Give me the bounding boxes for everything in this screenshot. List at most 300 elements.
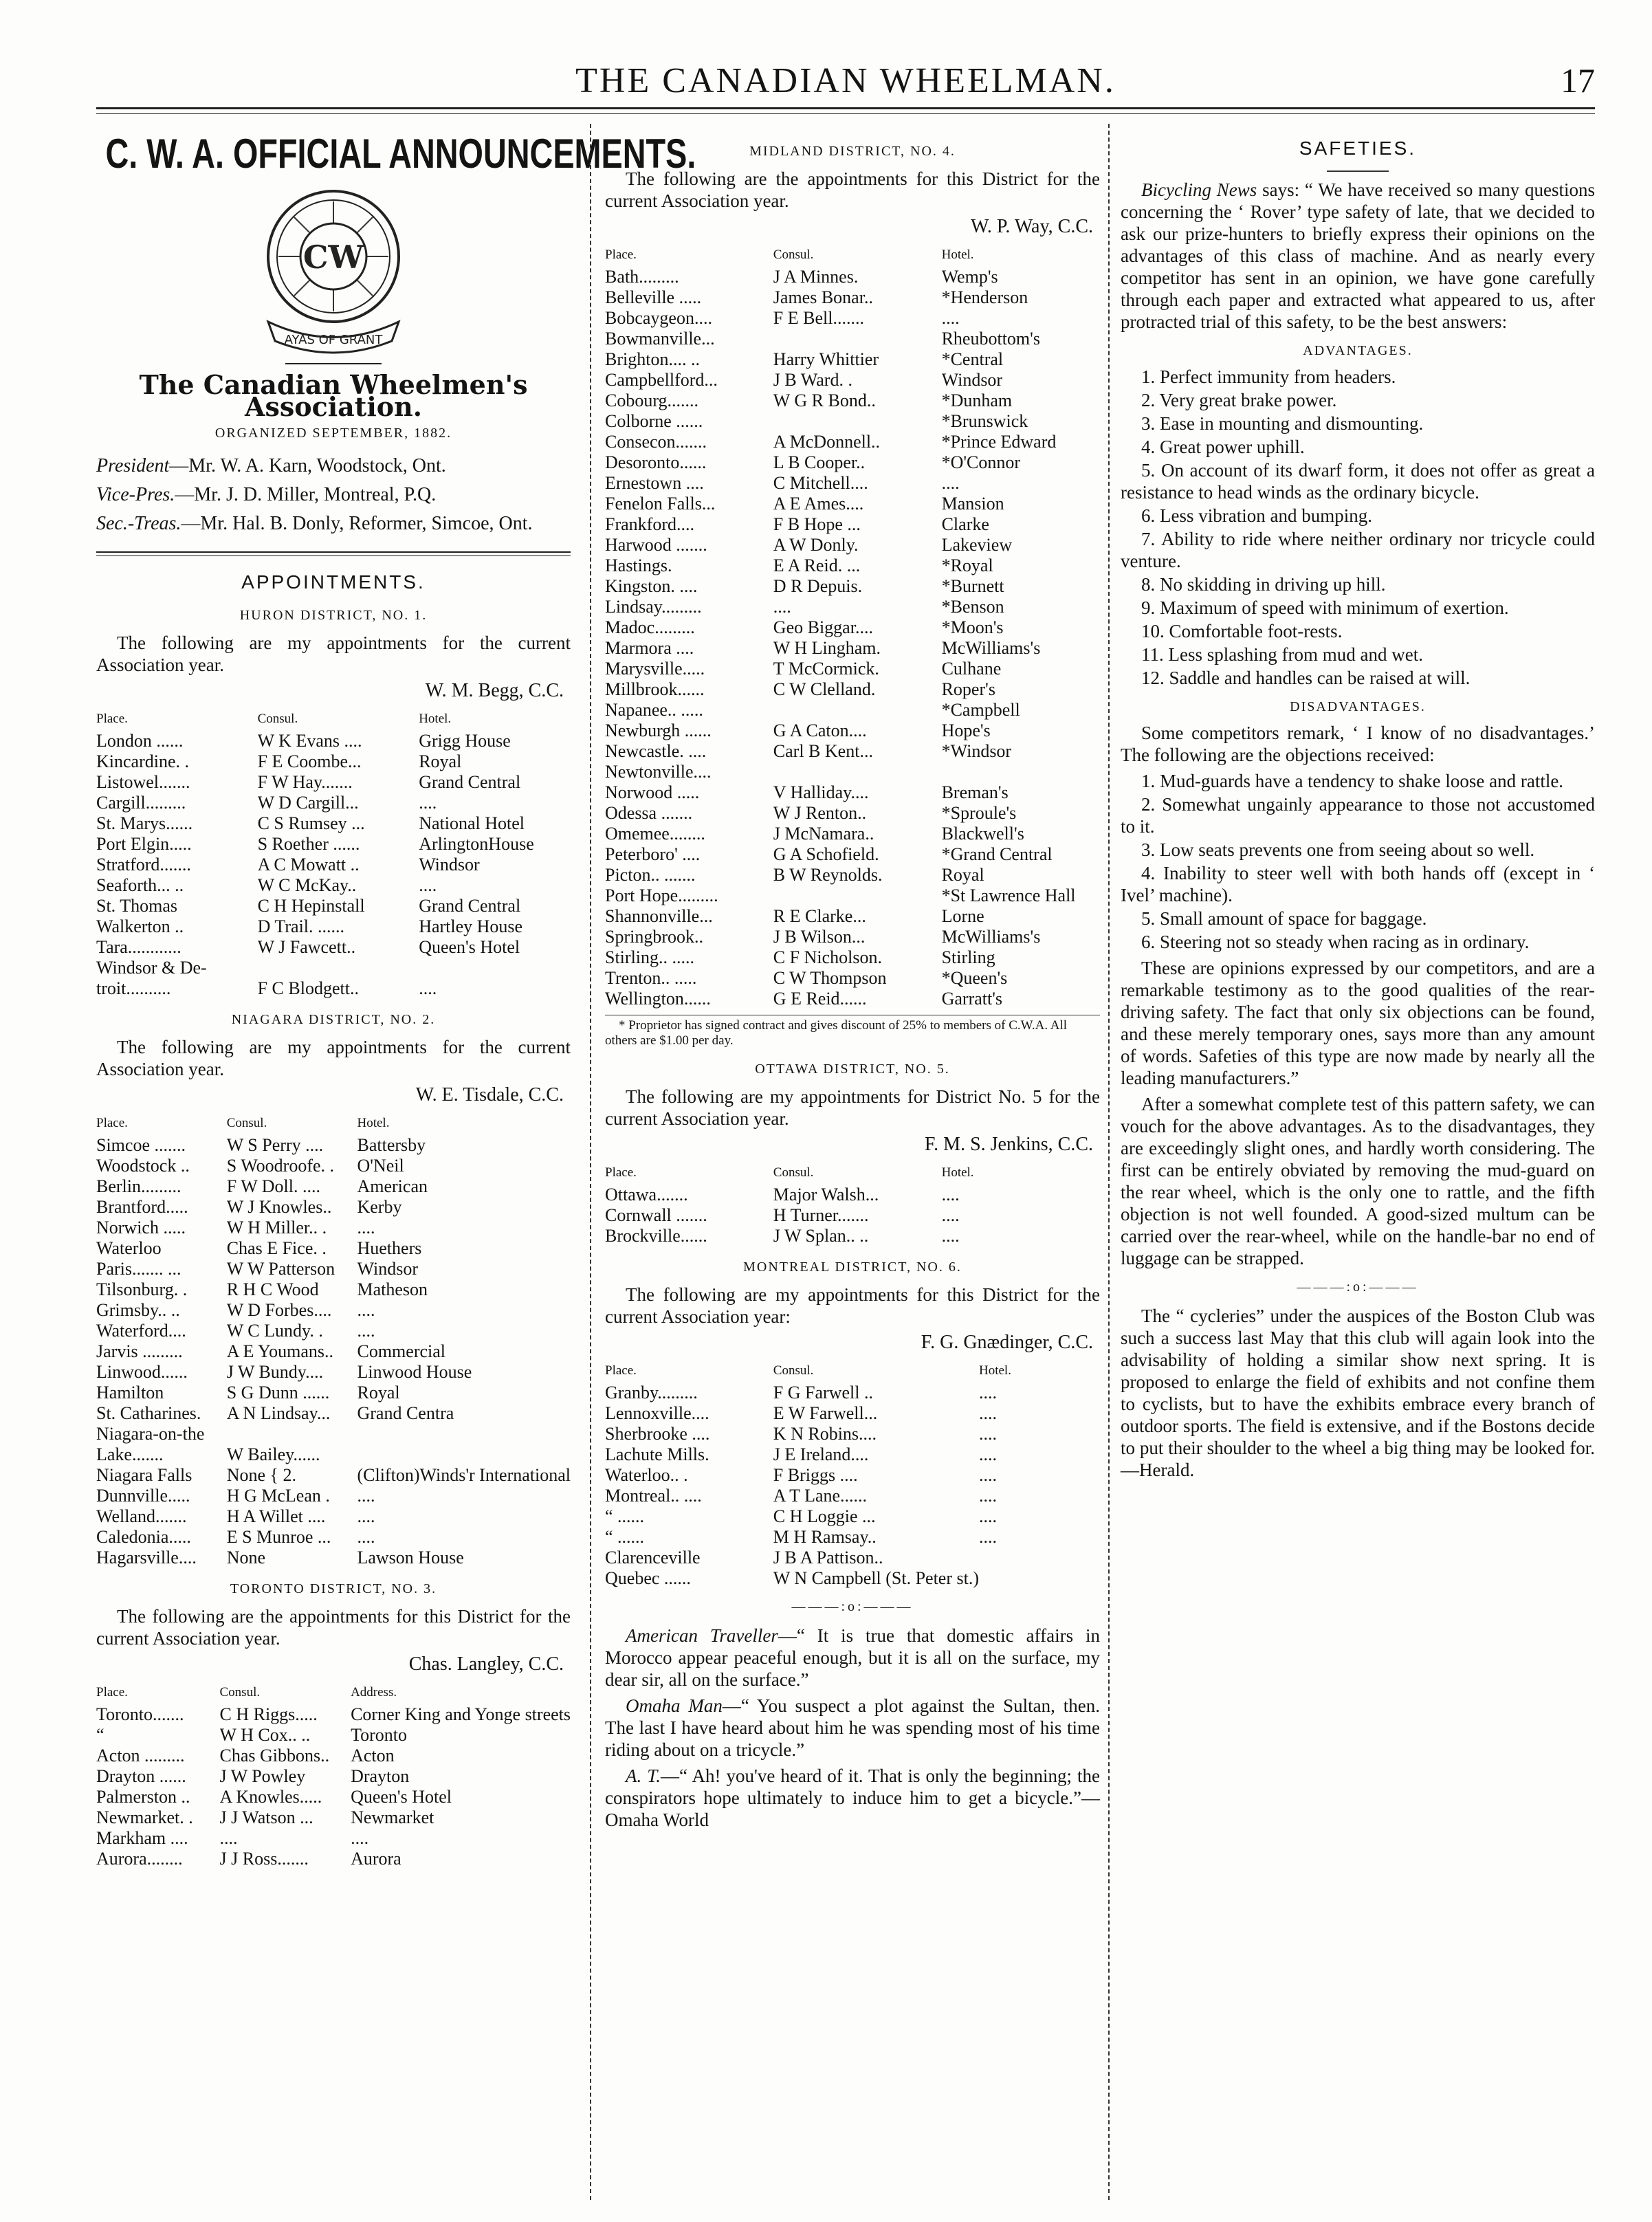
table-cell: Royal bbox=[941, 865, 984, 885]
table-cell: Brantford..... bbox=[96, 1197, 188, 1217]
table-row bbox=[605, 679, 1100, 700]
ornament-divider: ———:o:——— bbox=[1297, 1279, 1419, 1295]
table-cell: B W Reynolds. bbox=[773, 865, 883, 885]
speech: —“ You suspect a plot against the Sultan, then. The last I have heard about him he was spending most of his time riding about on a tricycle.” bbox=[605, 1695, 1100, 1760]
table-row bbox=[96, 875, 571, 896]
table-row bbox=[605, 1403, 1100, 1424]
advantage-item: 6. Less vibration and bumping. bbox=[1141, 505, 1372, 526]
advantage-item: 1. Perfect immunity from headers. bbox=[1141, 366, 1396, 387]
table-cell: Niagara Falls bbox=[96, 1465, 192, 1485]
table-cell: St. Catharines. bbox=[96, 1403, 201, 1423]
district-title: MONTREAL DISTRICT, NO. 6. bbox=[743, 1260, 962, 1275]
appointments-table bbox=[605, 1163, 1100, 1246]
table-cell: Grand Central bbox=[419, 896, 521, 916]
short-rule bbox=[1327, 170, 1389, 172]
toronto-district bbox=[96, 1578, 571, 1869]
table-cell: Lake....... bbox=[96, 1444, 164, 1464]
speaker: A. T. bbox=[626, 1766, 661, 1786]
table-cell: Queen's Hotel bbox=[419, 937, 520, 957]
advantage-item: 4. Great power uphill. bbox=[1141, 437, 1305, 457]
table-cell: Jarvis ......... bbox=[96, 1341, 183, 1361]
disadvantages-heading: DISADVANTAGES. bbox=[1290, 699, 1426, 714]
table-cell: *O'Connor bbox=[941, 452, 1021, 472]
table-cell: Millbrook...... bbox=[605, 679, 705, 699]
table-cell: London ...... bbox=[96, 731, 184, 751]
column-header: Place. bbox=[96, 1685, 128, 1700]
table-cell: J W Bundy.... bbox=[226, 1362, 324, 1382]
table-row bbox=[605, 514, 1100, 535]
appointments-table bbox=[96, 1113, 571, 1568]
table-cell: Lawson House bbox=[357, 1548, 464, 1568]
table-cell: Odessa ....... bbox=[605, 803, 693, 823]
table-cell: Kerby bbox=[357, 1197, 402, 1217]
table-cell: Hamilton bbox=[96, 1383, 164, 1402]
table-row bbox=[96, 1486, 571, 1506]
table-cell: .... bbox=[357, 1486, 375, 1506]
appointments-heading: APPOINTMENTS. bbox=[241, 571, 426, 593]
table-cell: Colborne ...... bbox=[605, 411, 703, 431]
table-cell: Carl B Kent... bbox=[773, 741, 873, 761]
chief-consul: W. M. Begg, C.C. bbox=[425, 680, 564, 701]
table-cell: V Halliday.... bbox=[773, 782, 869, 802]
table-cell bbox=[773, 700, 942, 720]
appointments-table bbox=[605, 1361, 1100, 1589]
table-cell: Breman's bbox=[941, 782, 1009, 802]
table-cell: Woodstock .. bbox=[96, 1156, 190, 1176]
column-header: Consul. bbox=[773, 1363, 814, 1378]
table-cell: J W Splan.. .. bbox=[773, 1226, 869, 1246]
anecdote-text bbox=[605, 1625, 1100, 1831]
table-cell: Lakeview bbox=[941, 535, 1013, 555]
column-header: Place. bbox=[96, 1116, 128, 1130]
table-cell: Hagarsville.... bbox=[96, 1548, 197, 1568]
table-row bbox=[605, 576, 1100, 597]
speech: —“ It is true that domestic affairs in Morocco appear peaceful enough, but it is all on the surface, my dear sir, all on the surface.” bbox=[605, 1625, 1100, 1690]
table-cell: None bbox=[226, 1548, 266, 1568]
advantages-list bbox=[1121, 366, 1595, 689]
table-cell: Clarke bbox=[941, 514, 989, 534]
table-cell bbox=[773, 329, 942, 349]
district-title: TORONTO DISTRICT, NO. 3. bbox=[230, 1581, 437, 1596]
table-cell: Ernestown .... bbox=[605, 473, 704, 493]
table-cell: .... bbox=[941, 308, 960, 328]
table-cell: Newburgh ...... bbox=[605, 720, 712, 740]
table-row bbox=[96, 1766, 571, 1787]
table-row bbox=[605, 1205, 1100, 1226]
table-cell: Tara............ bbox=[96, 937, 181, 957]
table-cell: *Central bbox=[941, 349, 1004, 369]
table-cell: Aurora bbox=[351, 1849, 401, 1869]
table-row bbox=[605, 968, 1100, 989]
table-cell: troit.......... bbox=[96, 978, 171, 998]
table-row bbox=[605, 535, 1100, 556]
table-row bbox=[96, 1725, 571, 1746]
editor-comment: After a somewhat complete test of this pattern safety, we can vouch for the above advantages. As to the disadvantages, they are exceedingly slight ones, and hardly worth considering. The first can be entirely obviated by removing the mud-guard on the rear wheel, which is the only one to rattle, and the fifth objection is not well founded. A good-sized multum can be carried over the rear-wheel, while on the handle-bar no end of luggage can be strapped. bbox=[1121, 1094, 1595, 1268]
district-intro: The following are my appointments for the current Association year. bbox=[96, 1037, 571, 1079]
table-cell: A McDonnell.. bbox=[773, 432, 881, 452]
table-row bbox=[605, 473, 1100, 494]
disadvantages-intro: Some competitors remark, ‘ I know of no disadvantages.’ The following are the objections received: bbox=[1121, 723, 1595, 765]
disadvantages-list bbox=[1121, 770, 1595, 953]
table-cell: A N Lindsay... bbox=[226, 1403, 331, 1423]
table-cell: E A Reid. ... bbox=[773, 556, 861, 575]
table-row bbox=[605, 741, 1100, 762]
table-cell: H A Willet .... bbox=[226, 1506, 326, 1526]
table-cell: Matheson bbox=[357, 1279, 428, 1299]
table-cell: Cornwall ....... bbox=[605, 1205, 707, 1225]
table-cell bbox=[227, 1424, 357, 1444]
table-cell: J B Ward. . bbox=[773, 370, 852, 390]
chief-consul: F. M. S. Jenkins, C.C. bbox=[924, 1134, 1093, 1155]
advantage-item: 8. No skidding in driving up hill. bbox=[1141, 574, 1386, 595]
table-cell: Stirling bbox=[941, 947, 995, 967]
ornament-divider: ———:o:——— bbox=[791, 1599, 914, 1614]
table-cell: Garratt's bbox=[941, 989, 1003, 1009]
table-cell: Stratford....... bbox=[96, 855, 191, 874]
table-cell: W H Lingham. bbox=[773, 638, 881, 658]
table-cell: E S Munroe ... bbox=[226, 1527, 331, 1547]
table-cell: Montreal.. .... bbox=[605, 1486, 702, 1506]
advantages-heading: ADVANTAGES. bbox=[1303, 343, 1413, 358]
table-cell: .... bbox=[979, 1383, 997, 1402]
table-row bbox=[605, 700, 1100, 720]
table-row bbox=[605, 1444, 1100, 1465]
table-cell: Royal bbox=[419, 751, 462, 771]
anecdote-paragraph bbox=[605, 1625, 1100, 1691]
table-cell: F E Coombe... bbox=[257, 751, 362, 771]
column-header: Address. bbox=[351, 1685, 397, 1700]
table-cell: Kingston. .... bbox=[605, 576, 698, 596]
table-cell: S G Dunn ...... bbox=[226, 1383, 330, 1402]
column-header: Consul. bbox=[257, 712, 298, 726]
table-cell: .... bbox=[941, 1205, 960, 1225]
table-cell: Grimsby.. .. bbox=[96, 1300, 180, 1320]
table-cell: Brighton.... .. bbox=[605, 349, 700, 369]
table-cell: Windsor bbox=[357, 1259, 418, 1279]
table-row bbox=[605, 1548, 1100, 1568]
table-cell: Geo Biggar.... bbox=[773, 617, 873, 637]
table-row bbox=[96, 1341, 571, 1362]
table-row bbox=[96, 958, 571, 978]
table-cell: F W Hay....... bbox=[257, 772, 353, 792]
table-cell: Newmarket bbox=[351, 1807, 434, 1827]
table-cell bbox=[942, 762, 1100, 782]
table-row bbox=[96, 1849, 571, 1869]
table-cell: Fenelon Falls... bbox=[605, 494, 716, 514]
table-row bbox=[96, 1300, 571, 1321]
table-cell: Queen's Hotel bbox=[351, 1787, 452, 1807]
table-cell: Royal bbox=[357, 1383, 400, 1402]
table-cell: .... bbox=[419, 875, 437, 895]
disadvantage-item: 2. Somewhat ungainly appearance to those not accustomed to it. bbox=[1121, 794, 1595, 837]
table-cell: Granby......... bbox=[605, 1383, 698, 1402]
table-cell: Marysville..... bbox=[605, 659, 705, 679]
officers-list bbox=[96, 454, 571, 536]
table-cell: A E Ames.... bbox=[773, 494, 864, 514]
table-cell: .... bbox=[979, 1465, 997, 1485]
table-row bbox=[605, 287, 1100, 308]
table-cell: ArlingtonHouse bbox=[419, 834, 534, 854]
table-cell: Quebec ...... bbox=[605, 1568, 691, 1588]
table-cell: .... bbox=[979, 1444, 997, 1464]
table-cell: C F Nicholson. bbox=[773, 947, 882, 967]
officer-line bbox=[96, 454, 571, 478]
table-cell: “ ...... bbox=[605, 1527, 645, 1547]
anecdote-paragraph bbox=[605, 1765, 1100, 1831]
table-row bbox=[605, 556, 1100, 576]
table-row bbox=[605, 844, 1100, 865]
table-row bbox=[96, 978, 571, 999]
speech: —“ Ah! you've heard of it. That is only the beginning; the conspirators hope ultimately to induce him to get a bicycle.”—Omaha World bbox=[605, 1766, 1100, 1830]
table-row bbox=[605, 824, 1100, 844]
table-cell: W J Fawcett.. bbox=[257, 937, 356, 957]
table-cell: C W Thompson bbox=[773, 968, 887, 988]
column-header: Consul. bbox=[773, 1165, 814, 1180]
svg-text:CW: CW bbox=[302, 239, 364, 276]
table-cell: G E Reid...... bbox=[773, 989, 867, 1009]
table-header-row bbox=[605, 245, 1100, 267]
table-cell: Caledonia..... bbox=[96, 1527, 191, 1547]
table-cell: St. Marys...... bbox=[96, 813, 193, 833]
table-cell: Acton bbox=[351, 1746, 395, 1766]
column-header: Place. bbox=[96, 712, 128, 726]
table-cell: S Woodroofe. . bbox=[226, 1156, 335, 1176]
table-cell: Brockville...... bbox=[605, 1226, 707, 1246]
chief-consul: Chas. Langley, C.C. bbox=[408, 1653, 564, 1675]
advantage-item: 5. On account of its dwarf form, it does not offer as great a resistance to head winds as the ordinary bicycle. bbox=[1121, 460, 1595, 503]
column-divider bbox=[1108, 124, 1110, 2200]
column-header: Hotel. bbox=[941, 1165, 974, 1180]
table-row bbox=[605, 597, 1100, 617]
table-cell: .... bbox=[979, 1506, 997, 1526]
table-cell: Corner King and Yonge streets bbox=[351, 1704, 571, 1724]
column-header: Place. bbox=[605, 248, 637, 262]
table-row bbox=[605, 1226, 1100, 1246]
table-cell: Windsor bbox=[941, 370, 1003, 390]
table-cell: Rheubottom's bbox=[941, 329, 1040, 349]
table-cell: None { 2. bbox=[226, 1465, 297, 1485]
table-row bbox=[96, 1807, 571, 1828]
disadvantage-item: 6. Steering not so steady when racing as in ordinary. bbox=[1141, 932, 1530, 952]
table-cell: Linwood House bbox=[357, 1362, 472, 1382]
table-cell: .... bbox=[351, 1828, 369, 1848]
table-row bbox=[605, 308, 1100, 329]
table-cell: *Grand Central bbox=[941, 844, 1053, 864]
niagara-district bbox=[96, 1009, 571, 1568]
column-header: Consul. bbox=[219, 1685, 261, 1700]
table-row bbox=[605, 329, 1100, 349]
table-cell: Wemp's bbox=[941, 267, 998, 287]
table-cell: Palmerston .. bbox=[96, 1787, 190, 1807]
table-cell: W J Renton.. bbox=[773, 803, 867, 823]
table-row bbox=[605, 432, 1100, 452]
table-cell: H Turner....... bbox=[773, 1205, 869, 1225]
table-cell: Sherbrooke .... bbox=[605, 1424, 710, 1444]
association-name: The Canadian Wheelmen's Association. bbox=[139, 369, 528, 422]
table-cell: H G McLean . bbox=[226, 1486, 330, 1506]
table-cell: *Brunswick bbox=[941, 411, 1028, 431]
appointments-table bbox=[96, 709, 571, 999]
table-row bbox=[605, 452, 1100, 473]
table-row bbox=[605, 1465, 1100, 1486]
table-cell: C S Rumsey ... bbox=[257, 813, 365, 833]
officer-line bbox=[96, 483, 571, 507]
source-name: Bicycling News bbox=[1141, 179, 1257, 200]
announcements-title: C. W. A. OFFICIAL ANNOUNCEMENTS. bbox=[105, 131, 696, 177]
table-cell: Port Hope......... bbox=[605, 886, 718, 905]
table-row bbox=[605, 1383, 1100, 1403]
officer-text: —Mr. Hal. B. Donly, Reformer, Simcoe, Ont. bbox=[181, 513, 533, 534]
officer-role: President bbox=[96, 455, 170, 476]
table-cell: Hastings. bbox=[605, 556, 672, 575]
table-row bbox=[96, 1259, 571, 1279]
table-cell: Lorne bbox=[941, 906, 984, 926]
table-cell: S Roether ...... bbox=[257, 834, 360, 854]
table-cell: W C McKay.. bbox=[257, 875, 357, 895]
table-row bbox=[96, 1527, 571, 1548]
table-cell: .... bbox=[941, 1226, 960, 1246]
table-cell: W N Campbell (St. Peter st.) bbox=[773, 1568, 979, 1588]
table-cell: Chas Gibbons.. bbox=[219, 1746, 330, 1766]
table-cell: J B A Pattison.. bbox=[773, 1548, 883, 1568]
table-cell: Marmora .... bbox=[605, 638, 694, 658]
table-cell: W J Knowles.. bbox=[226, 1197, 332, 1217]
table-cell: Shannonville... bbox=[605, 906, 713, 926]
table-cell: .... bbox=[941, 473, 960, 493]
table-row bbox=[96, 1746, 571, 1766]
table-cell: J W Powley bbox=[219, 1766, 306, 1786]
table-cell: *Campbell bbox=[941, 700, 1020, 720]
table-cell: Hope's bbox=[941, 720, 991, 740]
table-row bbox=[96, 1548, 571, 1568]
table-cell: Drayton ...... bbox=[96, 1766, 186, 1786]
table-cell: .... bbox=[357, 1300, 375, 1320]
table-cell: A Knowles..... bbox=[219, 1787, 322, 1807]
table-row bbox=[605, 720, 1100, 741]
table-row bbox=[605, 1424, 1100, 1444]
table-row bbox=[96, 1156, 571, 1176]
table-cell: J E Ireland.... bbox=[773, 1444, 869, 1464]
table-row bbox=[96, 1218, 571, 1238]
table-cell: Windsor bbox=[419, 855, 480, 874]
table-cell: Major Walsh... bbox=[773, 1185, 879, 1204]
table-row bbox=[96, 1197, 571, 1218]
table-row bbox=[605, 1185, 1100, 1205]
table-cell: .... bbox=[979, 1486, 997, 1506]
table-cell: C W Clelland. bbox=[773, 679, 876, 699]
advantage-item: 2. Very great brake power. bbox=[1141, 390, 1337, 410]
table-row bbox=[605, 1486, 1100, 1506]
column-header: Consul. bbox=[773, 248, 814, 262]
table-cell: “ bbox=[96, 1725, 104, 1745]
table-cell: *Royal bbox=[941, 556, 993, 575]
table-cell: .... bbox=[979, 1424, 997, 1444]
column-header: Consul. bbox=[226, 1116, 267, 1130]
table-cell bbox=[773, 886, 942, 906]
table-cell bbox=[979, 1568, 1100, 1589]
safeties-heading: SAFETIES. bbox=[1299, 138, 1417, 159]
table-cell: Battersby bbox=[357, 1135, 426, 1155]
table-cell: Paris....... ... bbox=[96, 1259, 181, 1279]
district-intro: The following are my appointments for the current Association year. bbox=[96, 632, 571, 675]
table-cell: Chas E Fice. . bbox=[226, 1238, 327, 1258]
table-row bbox=[605, 947, 1100, 968]
table-cell: Lachute Mills. bbox=[605, 1444, 709, 1464]
table-cell: St. Thomas bbox=[96, 896, 177, 916]
table-row bbox=[605, 803, 1100, 824]
table-row bbox=[605, 267, 1100, 287]
organized-date: ORGANIZED SEPTEMBER, 1882. bbox=[214, 426, 452, 441]
table-row bbox=[96, 813, 571, 834]
table-cell: Harwood ....... bbox=[605, 535, 707, 555]
table-row bbox=[605, 886, 1100, 906]
table-cell bbox=[258, 958, 419, 978]
table-row bbox=[96, 834, 571, 855]
table-cell: Grand Central bbox=[419, 772, 521, 792]
district-title: HURON DISTRICT, NO. 1. bbox=[239, 608, 428, 623]
cwa-emblem-logo bbox=[254, 184, 412, 356]
table-cell: .... bbox=[941, 1185, 960, 1204]
table-cell: W Bailey...... bbox=[226, 1444, 320, 1464]
table-row bbox=[96, 1135, 571, 1156]
table-cell: Markham .... bbox=[96, 1828, 188, 1848]
column-2 bbox=[605, 131, 1100, 1835]
table-cell: Huethers bbox=[357, 1238, 422, 1258]
table-cell: Newmarket. . bbox=[96, 1807, 193, 1827]
officer-line bbox=[96, 512, 571, 536]
table-row bbox=[96, 1787, 571, 1807]
table-cell: Harry Whittier bbox=[773, 349, 879, 369]
table-cell: W G R Bond.. bbox=[773, 390, 876, 410]
table-row bbox=[96, 1444, 571, 1465]
table-cell: F C Blodgett.. bbox=[257, 978, 359, 998]
table-cell: J J Ross....... bbox=[219, 1849, 309, 1869]
table-cell: Tilsonburg. . bbox=[96, 1279, 188, 1299]
appointments-table bbox=[96, 1682, 571, 1869]
officer-role: Vice-Pres. bbox=[96, 484, 175, 505]
table-header-row bbox=[96, 1113, 571, 1135]
table-cell: Cobourg....... bbox=[605, 390, 699, 410]
table-cell: T McCormick. bbox=[773, 659, 879, 679]
table-cell: (Clifton)Winds'r International bbox=[357, 1465, 571, 1485]
table-row bbox=[605, 390, 1100, 411]
table-row bbox=[96, 772, 571, 793]
table-cell bbox=[357, 1424, 571, 1444]
disadvantage-item: 1. Mud-guards have a tendency to shake loose and rattle. bbox=[1141, 771, 1564, 791]
table-cell: Peterboro' .... bbox=[605, 844, 701, 864]
table-cell: Trenton.. ..... bbox=[605, 968, 697, 988]
table-cell: C Mitchell.... bbox=[773, 473, 868, 493]
advantage-item: 3. Ease in mounting and dismounting. bbox=[1141, 413, 1424, 434]
table-cell: .... bbox=[357, 1527, 375, 1547]
table-cell: D R Depuis. bbox=[773, 576, 863, 596]
table-cell: Berlin......... bbox=[96, 1176, 181, 1196]
district-intro: The following are the appointments for this District for the current Association year. bbox=[605, 168, 1100, 211]
speaker: American Traveller bbox=[626, 1625, 778, 1646]
table-row bbox=[605, 494, 1100, 514]
short-rule bbox=[285, 363, 382, 364]
chief-consul: W. E. Tisdale, C.C. bbox=[415, 1084, 564, 1106]
table-row bbox=[96, 1362, 571, 1383]
table-row bbox=[96, 1506, 571, 1527]
table-cell: J B Wilson... bbox=[773, 927, 866, 947]
table-row bbox=[96, 896, 571, 916]
table-cell: Aurora........ bbox=[96, 1849, 183, 1869]
table-row bbox=[605, 638, 1100, 659]
table-cell: W W Patterson bbox=[226, 1259, 335, 1279]
advantage-item: 9. Maximum of speed with minimum of exertion. bbox=[1141, 597, 1509, 618]
appointments-table bbox=[605, 245, 1100, 1009]
